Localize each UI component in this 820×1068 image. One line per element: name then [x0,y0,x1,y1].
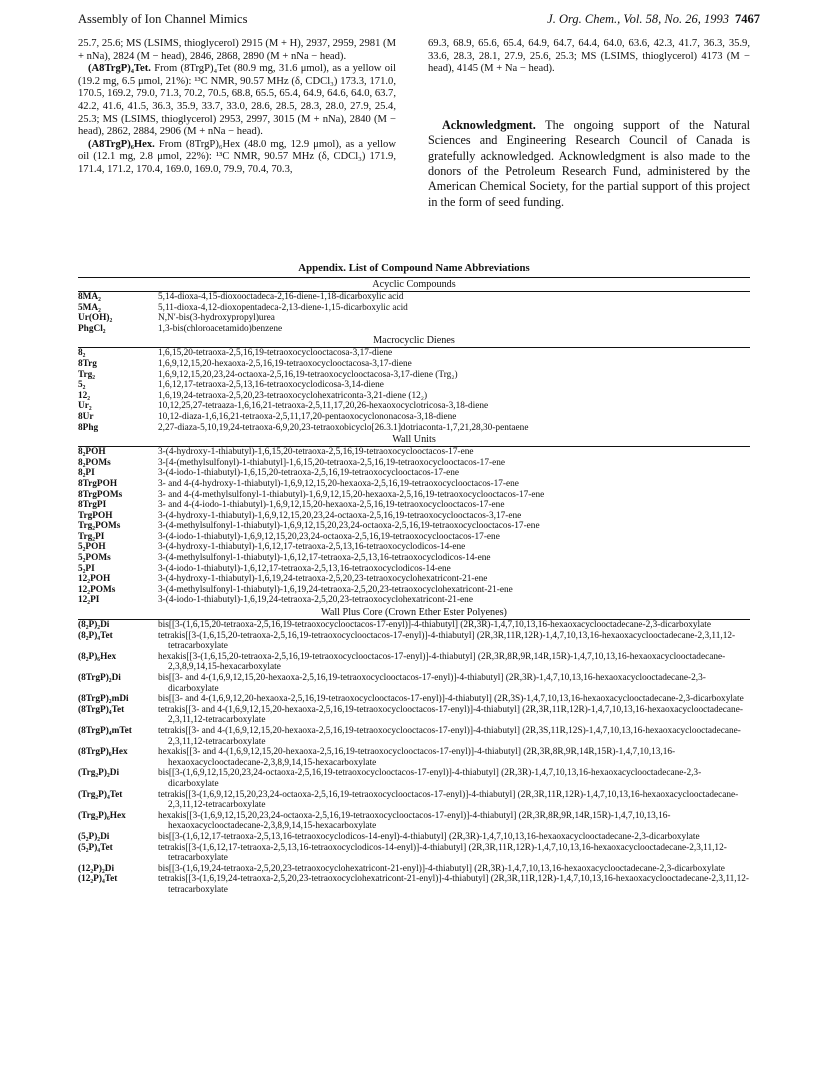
abbreviation: 8Ur [78,411,94,422]
abbreviation-row [78,832,750,843]
abbreviation: 5₂POMs [78,553,111,564]
abbreviation-row [78,726,750,747]
appendix-title: Appendix. List of Compound Name Abbreviations [298,262,530,274]
abbreviation-row [78,412,750,423]
compound-name: N,N′-bis(3-hydroxypropyl)urea [158,313,275,324]
running-head-citation [547,12,760,27]
compound-name: 3-(4-hydroxy-1-thiabutyl)-1,6,9,12,15,20,23,24-octaoxa-2,5,16,19-tetraoxocyclooctacos-3,17-ene [158,510,522,521]
page-number: 7467 [735,12,760,26]
compound-name: tetrakis[[3-(1,6,12,17-tetraoxa-2,5,13,16-tetraoxocyclodicos-14-enyl)]-4-thiabutyl] (2R,3R,11R,12R)-1,4,7,10,13,16-hexaoxacyclooctadecane-2,3,11,12-tetracarboxylate [158,842,727,864]
abbreviation: (8TrgP)₂Di [78,673,121,683]
abbreviation-row [78,553,750,564]
abbreviation: PhgCl₂ [78,323,106,334]
paragraph-text: From (8TrgP)₆Hex (48.0 mg, 12.9 μmol), as a yellow oil (12.1 mg, 2.8 μmol, 22%): ¹³C NMR, 90.57 MHz (δ, CDCl₃) 171.9, 171.4, 171.2, 170.4, 169.0, 169.0, 79.9, 70.4, 70.3, [78,138,396,175]
abbreviation-row [78,811,750,832]
abbreviation-row [78,401,750,412]
abbreviation: 5₂ [78,380,86,391]
compound-heading: (A8TrgP)₄Tet. [88,63,151,75]
abbreviation-row [78,380,750,391]
compound-name: tetrakis[[3- and 4-(1,6,9,12,15,20-hexaoxa-2,5,16,19-tetraoxocyclooctacos-17-enyl)]-4-thiabutyl] (2R,3S,11R,12S)-1,4,7,10,13,16-hexaoxacyclooctadecane-2,3,11,12-tetracarboxylate [158,725,741,747]
abbreviation-row [78,585,750,596]
abbreviation-row [78,631,750,652]
abbreviation: 8₂PI [78,468,95,479]
abbreviation-row [78,458,750,469]
abbreviation-row [78,313,750,324]
abbreviation-row [78,468,750,479]
abbreviation: 12₂POMs [78,584,116,595]
compound-name: 10,12,25,27-tetraaza-1,6,16,21-tetraoxa-2,5,11,17,20,26-hexaoxocyclotricosa-3,18-diene [158,401,489,412]
abbreviation: 12₂PI [78,595,100,606]
abbreviation: (Trg₂P)₄Tet [78,789,123,800]
compound-name: 3-(4-iodo-1-thiabutyl)-1,6,9,12,15,20,23,24-octaoxa-2,5,16,19-tetraoxocyclooctacos-17-ene [158,531,500,542]
compound-name: 1,3-bis(chloroacetamido)benzene [158,323,283,334]
abbreviation-row [78,673,750,694]
abbreviation: 8₂ [78,348,86,359]
compound-name: 3- and 4-(4-iodo-1-thiabutyl)-1,6,9,12,15,20-hexaoxa-2,5,16,19-tetraoxocyclooctacos-17-ene [158,500,505,511]
abbreviation-row [78,694,750,705]
abbreviation-row [78,705,750,726]
abbreviation-row [78,574,750,585]
abbreviation-row [78,620,750,631]
running-head-title: Assembly of Ion Channel Mimics [78,12,248,26]
abbreviation: 5₂PI [78,563,95,574]
abbreviation: 8Phg [78,422,99,433]
compound-name: 3-(4-iodo-1-thiabutyl)-1,6,15,20-tetraoxa-2,5,16,19-tetraoxocyclooctacos-17-ene [158,468,460,479]
abbreviation-row [78,843,750,864]
abbreviation: (8TrgP)₄Tet [78,704,125,715]
abbreviation-row [78,747,750,768]
abbreviation: (5₂P)₂Di [78,831,110,842]
compound-name: 5,14-dioxa-4,15-dioxooctadeca-2,16-diene-1,18-dicarboxylic acid [158,292,404,302]
abbreviation-row [78,500,750,511]
abbreviation-row [78,532,750,543]
journal-citation: J. Org. Chem., Vol. 58, No. 26, 1993 [547,12,729,26]
paragraph-text: From (8TrgP)₄Tet (80.9 mg, 31.6 μmol), as a yellow oil (19.2 mg, 6.5 μmol, 21%): ¹³C NMR, 90.57 MHz (δ, CDCl₃) 173.3, 171.0, 170.5, 169.2, 79.0, 71.3, 70.2, 70.5, 68.8, 65.5, 65.4, 64.9, 64.6, 64.0, 63.7, 42.2, 41.6, 41.5, 36.3, 35.9, 33.7, 33.0, 28.6, 28.5, 28.3, 28.0, 27.9, 25.4, 25.3; MS (LSIMS, thioglycerol) 2953, 2997, 3015 (M + nNa), 2840 (M − head), 2862, 2884, 2906 (M + nNa − head). [78,63,396,138]
abbreviation: 5MA₂ [78,302,101,313]
appendix [78,262,750,895]
abbreviation-row [78,542,750,553]
abbreviation-row [78,595,750,606]
compound-name: bis[[3-(1,6,12,17-tetraoxa-2,5,13,16-tetraoxocyclodicos-14-enyl)-4-thiabutyl] (2R,3R)-1,4,7,10,13,16-hexaoxacyclooctadecane-2,3-dicarboxylate [158,831,700,842]
abbreviation: (Trg₂P)₆Hex [78,810,126,821]
compound-name: 1,6,15,20-tetraoxa-2,5,16,19-tetraoxocyclooctacosa-3,17-diene [158,348,393,359]
abbreviation-row [78,292,750,303]
abbreviation-row [78,423,750,434]
abbreviation-row [78,348,750,359]
abbreviation-row [78,864,750,875]
abbreviation-row [78,359,750,370]
abbreviation-row [78,790,750,811]
compound-name: 10,12-diaza-1,6,16,21-tetraoxa-2,5,11,17,20-pentaoxocyclononacosa-3,18-diene [158,411,457,422]
compound-name: 3-(4-hydroxy-1-thiabutyl)-1,6,12,17-tetraoxa-2,5,13,16-tetraoxocyclodicos-14-ene [158,542,466,553]
acknowledgment-text: The ongoing support of the Natural Sciences and Engineering Research Council of Canada is gratefully acknowledged. Acknowledgment is also made to the donors of the Petroleum Research Fund, administered by the American Chemical Society, for the partial support of this project in the form of seed funding. [428,117,750,209]
compound-name: 5,11-dioxa-4,12-dioxopentadeca-2,13-diene-1,15-dicarboxylic acid [158,302,408,313]
abbreviation-row [78,370,750,381]
compound-name: hexakis[[3-(1,6,9,12,15,20,23,24-octaoxa-2,5,16,19-tetraoxocyclooctacos-17-enyl)]-4-thiabutyl] (2R,3R,8R,9R,14R,15R)-1,4,7,10,13,16-hexaoxacyclooctadecane-2,3,8,9,14,15-hexacarboxylate [158,810,671,832]
section-heading: Acyclic Compounds [372,279,456,290]
compound-name: 3-(4-methylsulfonyl-1-thiabutyl)-1,6,9,12,15,20,23,24-octaoxa-2,5,16,19-tetraoxocyclooctacos-17-ene [158,521,540,532]
acknowledgment-heading: Acknowledgment. [442,117,536,132]
compound-name: bis[[3-(1,6,9,12,15,20,23,24-octaoxa-2,5,16,19-tetraoxocyclooctacos-17-enyl)]-4-thiabutyl] (2R,3R)-1,4,7,10,13,16-hexaoxacyclooctadecane-2,3-dicarboxylate [158,768,702,789]
compound-name: 1,6,9,12,15,20,23,24-octaoxa-2,5,16,19-tetraoxocyclooctacosa-3,17-diene (Trg₂) [158,369,458,380]
abbreviation: 12₂POH [78,574,111,585]
section-heading: Wall Plus Core (Crown Ether Ester Polyenes) [321,607,507,619]
abbreviation: Ur₂ [78,401,92,412]
abbreviation: TrgPOH [78,510,113,521]
abbreviation-row [78,447,750,458]
compound-name: bis[[3-(1,6,15,20-tetraoxa-2,5,16,19-tetraoxocyclooctacos-17-enyl)]-4-thiabutyl] (2R,3R)-1,4,7,10,13,16-hexaoxacyclooctadecane-2,3-dicarboxylate [158,620,711,631]
abbreviation-row [78,768,750,789]
abbreviation: 8Trg [78,358,97,369]
compound-name: tetrakis[[3-(1,6,19,24-tetraoxa-2,5,20,23-tetraoxocyclohexatricont-21-enyl)]-4-thiabutyl] (2R,3R,11R,12R)-1,4,7,10,13,16-hexaoxacyclooctadecane-2,3,11,12-tetracarboxylate [158,874,750,895]
compound-name: hexakis[[3-(1,6,15,20-tetraoxa-2,5,16,19-tetraoxocyclooctacos-17-enyl)]-4-thiabutyl] (2R,3R,8R,9R,14R,15R)-1,4,7,10,13,16-hexaoxacyclooctadecane-2,3,8,9,14,15-hexacarboxylate [158,651,726,673]
compound-name: tetrakis[[3- and 4-(1,6,9,12,15,20-hexaoxa-2,5,16,19-tetraoxocyclooctacos-17-enyl)]-4-thiabutyl] (2R,3R,11R,12R)-1,4,7,10,13,16-hexaoxacyclooctadecane-2,3,11,12-tetracarboxylate [158,704,743,726]
compound-name: 1,6,19,24-tetraoxa-2,5,20,23-tetraoxocyclohexatriconta-3,21-diene (12₂) [158,390,428,401]
abbreviation: 8MA₂ [78,292,101,302]
left-paragraph-3 [78,139,396,177]
compound-name: tetrakis[[3-(1,6,9,12,15,20,23,24-octaoxa-2,5,16,19-tetraoxocyclooctacos-17-enyl)]-4-thiabutyl] (2R,3R,11R,12R)-1,4,7,10,13,16-hexaoxacyclooctadecane-2,3,11,12-tetracarboxylate [158,789,739,811]
compound-name: 2,27-diaza-5,10,19,24-tetraoxa-6,9,20,23-tetraoxobicyclo[26.3.1]dotriaconta-1,7,21,28,30-pentaene [158,422,529,433]
compound-name: bis[[3- and 4-(1,6,9,12,15,20-hexaoxa-2,5,16,19-tetraoxocyclooctacos-17-enyl)]-4-thiabutyl] (2R,3R)-1,4,7,10,13,16-hexaoxacyclooctadecane-2,3-dicarboxylate [158,673,706,694]
compound-name: 1,6,12,17-tetraoxa-2,5,13,16-tetraoxocyclodicosa-3,14-diene [158,380,384,391]
compound-heading: (A8TrgP)₆Hex. [88,138,155,150]
abbreviation: 8TrgPI [78,500,107,511]
abbreviation: Trg₂POMs [78,521,121,532]
acknowledgment [428,118,750,210]
abbreviation-row [78,324,750,335]
abbreviation: 8TrgPOH [78,478,118,489]
abbreviation-row [78,874,750,895]
section-heading: Wall Units [392,434,436,446]
abbreviation: Trg₂ [78,369,96,380]
abbreviation: (5₂P)₄Tet [78,842,113,853]
abbreviation: (Trg₂P)₂Di [78,768,120,779]
compound-name: 3-(4-methylsulfonyl-1-thiabutyl)-1,6,12,17-tetraoxa-2,5,13,16-tetraoxocyclodicos-14-ene [158,553,491,564]
abbreviation: (8TrgP)₂mDi [78,694,129,705]
compound-name: 1,6,9,12,15,20-hexaoxa-2,5,16,19-tetraoxocyclooctacosa-3,17-diene [158,358,412,369]
abbreviation: (8TrgP)₄mTet [78,725,132,736]
abbreviation: (8₂P)₆Hex [78,651,117,662]
abbreviation: 5₂POH [78,542,106,553]
abbreviation-row [78,391,750,402]
compound-name: 3- and 4-(4-hydroxy-1-thiabutyl)-1,6,9,12,15,20-hexaoxa-2,5,16,19-tetraoxocyclooctacos-17-ene [158,478,519,489]
compound-name: 3-[4-(methylsulfonyl)-1-thiabutyl]-1,6,15,20-tetraoxa-2,5,16,19-tetraoxocyclooctacos-17-ene [158,457,505,468]
abbreviation: (12₂P)₄Tet [78,874,118,885]
compound-name: 3-(4-hydroxy-1-thiabutyl)-1,6,19,24-tetraoxa-2,5,20,23-tetraoxocyclohexatricont-21-ene [158,574,488,585]
abbreviation-list [78,279,750,895]
right-paragraph-1: 69.3, 68.9, 65.6, 65.4, 64.9, 64.7, 64.4, 64.0, 63.6, 42.3, 41.7, 36.3, 35.9, 33.6, 28.3, 28.1, 27.9, 25.6, 25.3; MS (LSIMS, thioglycerol) 4173 (M − head), 4145 (M + Na − head). [428,38,750,75]
compound-name: 3-(4-methylsulfonyl-1-thiabutyl)-1,6,19,24-tetraoxa-2,5,20,23-tetraoxocyclohexatricont-21-ene [158,584,513,595]
abbreviation: (8TrgP)₆Hex [78,747,128,758]
abbreviation: (8₂P)₂Di [78,620,110,631]
compound-name: bis[[3-(1,6,19,24-tetraoxa-2,5,20,23-tetraoxocyclohexatricont-21-enyl)]-4-thiabutyl] (2R,3R)-1,4,7,10,13,16-hexaoxacyclooctadecane-2,3-dicarboxylate [158,863,725,874]
abbreviation: 8₂POH [78,447,106,458]
abbreviation-row [78,521,750,532]
left-paragraph-1: 25.7, 25.6; MS (LSIMS, thioglycerol) 2915 (M + H), 2937, 2959, 2981 (M + nNa), 2824 (M − head), 2846, 2868, 2890 (M + nNa − head). [78,38,396,62]
compound-name: 3-(4-iodo-1-thiabutyl)-1,6,19,24-tetraoxa-2,5,20,23-tetraoxocyclohexatricont-21-ene [158,595,473,606]
compound-name: 3-(4-hydroxy-1-thiabutyl)-1,6,15,20-tetraoxa-2,5,16,19-tetraoxocyclooctacos-17-ene [158,447,474,458]
abbreviation-row [78,490,750,501]
compound-name: 3-(4-iodo-1-thiabutyl)-1,6,12,17-tetraoxa-2,5,13,16-tetraoxocyclodicos-14-ene [158,563,451,574]
abbreviation: (12₂P)₂Di [78,863,115,874]
abbreviation: Trg₂PI [78,531,105,542]
abbreviation: Ur(OH)₂ [78,313,113,324]
compound-name: bis[[3- and 4-(1,6,9,12,20-hexaoxa-2,5,16,19-tetraoxocyclooctacos-17-enyl)]-4-thiabutyl] (2R,3S)-1,4,7,10,13,16-hexaoxacyclooctadecane-2,3-dicarboxylate [158,694,744,705]
abbreviation-row [78,511,750,522]
abbreviation-row [78,652,750,673]
abbreviation: 12₂ [78,390,91,401]
compound-name: tetrakis[[3-(1,6,15,20-tetraoxa-2,5,16,19-tetraoxocyclooctacos-17-enyl)]-4-thiabutyl] (2R,3R,11R,12R)-1,4,7,10,13,16-hexaoxacyclooctadecane-2,3,11,12-tetracarboxylate [158,630,736,652]
left-column [78,38,396,177]
compound-name: hexakis[[3- and 4-(1,6,9,12,15,20-hexaoxa-2,5,16,19-tetraoxocyclooctacos-17-enyl)]-4-thiabutyl] (2R,3R,8R,9R,14R,15R)-1,4,7,10,13,16-hexaoxacyclooctadecane-2,3,8,9,14,15-hexacarboxylate [158,747,676,768]
running-head [78,12,760,30]
divider [78,277,750,278]
abbreviation: (8₂P)₄Tet [78,630,113,641]
abbreviation-row [78,479,750,490]
abbreviation-row [78,303,750,314]
abbreviation-row [78,564,750,575]
compound-name: 3- and 4-(4-methylsulfonyl-1-thiabutyl)-1,6,9,12,15,20-hexaoxa-2,5,16,19-tetraoxocyclooctacos-17-ene [158,489,545,500]
section-heading: Macrocyclic Dienes [373,335,455,347]
abbreviation: 8₂POMs [78,457,111,468]
right-column [428,38,750,210]
abbreviation: 8TrgPOMs [78,489,123,500]
left-paragraph-2 [78,63,396,139]
